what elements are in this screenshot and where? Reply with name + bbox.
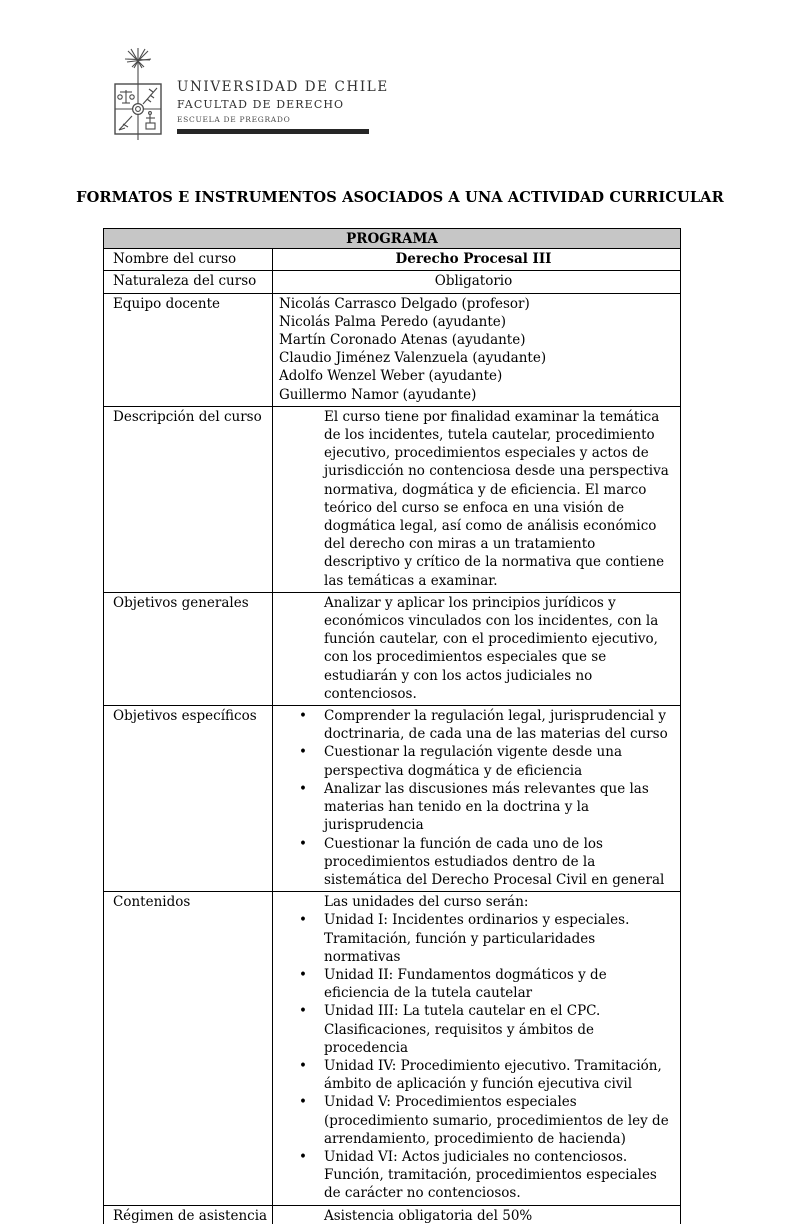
logo-faculty-name: FACULTAD DE DERECHO bbox=[177, 98, 345, 111]
team-member: Martín Coronado Atenas (ayudante) bbox=[279, 332, 526, 349]
row-label: Descripción del curso bbox=[104, 407, 273, 592]
row-label: Objetivos específicos bbox=[104, 706, 273, 891]
bullet-icon: • bbox=[299, 1057, 307, 1074]
row-value-course-nature: Obligatorio bbox=[434, 273, 513, 290]
team-member: Nicolás Palma Peredo (ayudante) bbox=[279, 313, 507, 330]
team-member: Claudio Jiménez Valenzuela (ayudante) bbox=[279, 350, 547, 367]
row-value-specific-objectives bbox=[273, 706, 680, 891]
row-value-attendance: Asistencia obligatoria del 50% bbox=[324, 1207, 533, 1224]
row-value-contents bbox=[273, 892, 680, 1204]
bullet-icon: • bbox=[299, 912, 307, 929]
logo-university-name: UNIVERSIDAD DE CHILE bbox=[177, 79, 389, 95]
table-row-objetivos-generales bbox=[104, 593, 680, 706]
logo-text-block bbox=[177, 46, 389, 134]
bullet-icon: • bbox=[299, 780, 307, 797]
list-item: • Unidad II: Fundamentos dogmáticos y de eficiencia de la tutela cautelar bbox=[299, 966, 607, 1002]
lamp-icon bbox=[146, 112, 155, 129]
row-label: Objetivos generales bbox=[104, 593, 273, 705]
row-value-general-objectives: Analizar y aplicar los principios jurídicos y económicos vinculados con los incidentes, con la función cautelar, con el procedimiento ejecutivo, con los procedimientos especiales que se estudiarán y con los actos judiciales no contenciosos. bbox=[324, 594, 659, 702]
row-label: Contenidos bbox=[104, 892, 273, 1204]
table-row-nombre bbox=[104, 249, 680, 271]
list-item: • Comprender la regulación legal, jurisprudencial y doctrinaria, de cada una de las materias del curso bbox=[299, 708, 668, 743]
sunburst-icon bbox=[125, 48, 151, 70]
quill-icon bbox=[119, 116, 132, 130]
table-row-equipo bbox=[104, 294, 680, 407]
row-label: Régimen de asistencia bbox=[104, 1206, 273, 1224]
contents-intro: Las unidades del curso serán: bbox=[324, 894, 529, 911]
list-item: • Unidad IV: Procedimiento ejecutivo. Tramitación, ámbito de aplicación y función ejecutiva civil bbox=[299, 1057, 662, 1093]
row-value-course-name: Derecho Procesal III bbox=[395, 251, 552, 268]
bullet-icon: • bbox=[299, 708, 307, 725]
university-shield-icon bbox=[110, 46, 166, 142]
list-item: • Unidad V: Procedimientos especiales (procedimiento sumario, procedimientos de ley de arrendamiento, procedimiento de hacienda) bbox=[299, 1094, 669, 1147]
logo-school-name: ESCUELA DE PREGRADO bbox=[177, 115, 291, 124]
table-header-programa: PROGRAMA bbox=[104, 229, 680, 249]
logo-divider-bar bbox=[177, 129, 369, 134]
scales-icon bbox=[118, 90, 134, 103]
branch-icon bbox=[143, 88, 157, 104]
list-item: • Analizar las discusiones más relevantes que las materias han tenido en la doctrina y la jurisprudencia bbox=[299, 780, 649, 834]
list-item: • Cuestionar la regulación vigente desde una perspectiva dogmática y de eficiencia bbox=[299, 744, 622, 779]
table-row-naturaleza bbox=[104, 271, 680, 293]
table-row-contenidos bbox=[104, 892, 680, 1205]
page-title: FORMATOS E INSTRUMENTOS ASOCIADOS A UNA ACTIVIDAD CURRICULAR bbox=[76, 189, 724, 206]
bullet-icon: • bbox=[299, 744, 307, 761]
team-member: Nicolás Carrasco Delgado (profesor) bbox=[279, 295, 530, 312]
list-item: • Unidad VI: Actos judiciales no contenciosos. Función, tramitación, procedimientos especiales de carácter no contenciosos. bbox=[299, 1148, 657, 1202]
team-member: Adolfo Wenzel Weber (ayudante) bbox=[279, 368, 503, 385]
bullet-icon: • bbox=[299, 1003, 307, 1020]
program-table bbox=[103, 228, 681, 1224]
bullet-icon: • bbox=[299, 1148, 307, 1165]
row-label: Equipo docente bbox=[104, 294, 273, 406]
bullet-icon: • bbox=[299, 966, 307, 983]
bullet-icon: • bbox=[299, 1094, 307, 1111]
bullet-icon: • bbox=[299, 835, 307, 852]
team-member: Guillermo Namor (ayudante) bbox=[279, 386, 477, 403]
row-value-description: El curso tiene por finalidad examinar la temática de los incidentes, tutela cautelar, procedimiento ejecutivo, procedimientos especiales y actos de jurisdicción no contenciosa desde una perspectiva normativa, dogmática y de eficiencia. El marco teórico del curso se enfoca en una visión de dogmática legal, así como de análisis económico del derecho con miras a un tratamiento descriptivo y crítico de la normativa que contiene las temáticas a examinar. bbox=[324, 408, 669, 589]
list-item: • Cuestionar la función de cada uno de los procedimientos estudiados dentro de la sistemática del Derecho Procesal Civil en general bbox=[299, 835, 665, 888]
list-item: • Unidad I: Incidentes ordinarios y especiales. Tramitación, función y particularidades normativas bbox=[299, 912, 630, 965]
table-row-descripcion bbox=[104, 407, 680, 593]
table-row-asistencia bbox=[104, 1206, 680, 1224]
list-item: • Unidad III: La tutela cautelar en el CPC. Clasificaciones, requisitos y ámbitos de procedencia bbox=[299, 1003, 601, 1056]
table-row-objetivos-especificos bbox=[104, 706, 680, 892]
university-logo bbox=[110, 46, 389, 142]
row-value-team bbox=[273, 294, 680, 406]
row-label: Nombre del curso bbox=[104, 249, 273, 270]
row-label: Naturaleza del curso bbox=[104, 271, 273, 292]
